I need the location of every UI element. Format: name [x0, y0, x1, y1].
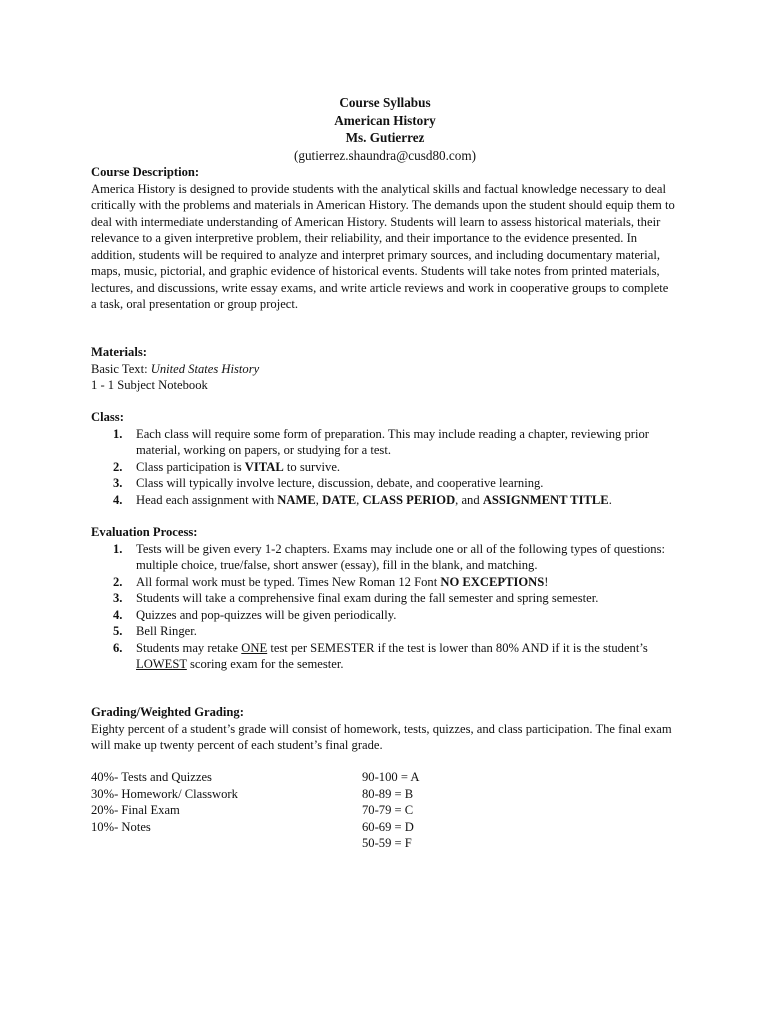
materials-heading: Materials: — [91, 345, 147, 359]
item-emphasis: NO EXCEPTIONS — [440, 574, 545, 589]
item-text: Head each assignment with — [136, 492, 278, 507]
item-number: 6. — [113, 640, 123, 655]
syllabus-header — [0, 94, 770, 164]
list-item — [91, 426, 676, 459]
item-number: 3. — [113, 591, 123, 605]
list-item — [91, 492, 676, 509]
list-item — [91, 590, 676, 607]
grade-row — [91, 802, 511, 819]
item-text: to survive. — [283, 459, 341, 474]
course-name: American History — [334, 112, 436, 128]
item-number: 5. — [113, 624, 123, 638]
class-heading: Class: — [91, 410, 124, 424]
item-number: 4. — [113, 492, 123, 507]
item-number: 3. — [113, 476, 123, 490]
item-text: scoring exam for the semester. — [186, 657, 344, 671]
basic-text-line — [91, 361, 676, 378]
evaluation-section — [91, 524, 676, 673]
notebook-line: 1 - 1 Subject Notebook — [91, 378, 208, 392]
item-underline: LOWEST — [136, 657, 187, 671]
scale-item: 50-59 = F — [362, 836, 412, 850]
basic-text-title: United States History — [150, 361, 260, 376]
list-item — [91, 459, 676, 476]
item-text: Tests will be given every 1-2 chapters. Exams may include one or all of the following types of questions: multiple choice, true/false, short answer (essay), fill in the blank, and matching. — [136, 541, 665, 572]
list-item — [91, 623, 676, 640]
class-list — [91, 426, 676, 509]
scale-item: 90-100 = A — [362, 770, 420, 784]
list-item — [91, 475, 676, 492]
item-number: 4. — [113, 607, 123, 622]
weight-item: 10%- Notes — [91, 819, 151, 834]
weight-item: 20%- Final Exam — [91, 803, 180, 817]
item-number: 2. — [113, 459, 123, 474]
item-text: Class participation is — [136, 459, 245, 474]
scale-item: 60-69 = D — [362, 819, 414, 834]
teacher-email: (gutierrez.shaundra@cusd80.com) — [293, 147, 477, 163]
doc-title: Course Syllabus — [339, 95, 431, 110]
item-text: Quizzes and pop-quizzes will be given periodically. — [136, 607, 397, 622]
evaluation-list — [91, 541, 676, 673]
item-text: Students will take a comprehensive final exam during the fall semester and spring semester. — [136, 591, 599, 605]
class-section — [91, 409, 676, 508]
item-text: , — [315, 492, 323, 507]
evaluation-heading: Evaluation Process: — [91, 525, 198, 539]
basic-text-label: Basic Text: — [91, 361, 151, 376]
item-number: 1. — [113, 541, 123, 556]
item-text: test per SEMESTER if the test is lower than 80% AND if it is the student’s — [267, 640, 648, 655]
weight-item: 30%- Homework/ Classwork — [91, 786, 238, 801]
item-emphasis: ASSIGNMENT TITLE — [482, 492, 609, 507]
item-text: Class will typically involve lecture, discussion, debate, and cooperative learning. — [136, 476, 544, 490]
item-emphasis: CLASS PERIOD — [362, 492, 456, 507]
item-number: 1. — [113, 426, 123, 441]
grading-section — [91, 704, 676, 754]
list-item — [91, 607, 676, 624]
grade-row — [91, 786, 511, 803]
grade-row — [91, 819, 511, 836]
materials-section — [91, 344, 676, 394]
teacher-name: Ms. Gutierrez — [345, 130, 425, 146]
list-item — [91, 541, 676, 574]
list-item — [91, 640, 676, 673]
item-emphasis: DATE — [322, 492, 357, 507]
course-description-text: America History is designed to provide students with the analytical skills and factual knowledge necessary to deal critically with the problems and materials in American History. The demands upon the student should equip them to deal with intermediate understanding of American History. Students will learn to assess historical materials, their relevance to a given interpretive problem, their reliability, and their importance to the evidence presented. In addition, students will be required to analyze and interpret primary sources, and including documentary material, maps, music, pictorial, and graphic evidence of historical events. Students will take notes from printed materials, lectures, and discussions, write essay exams, and write article reviews and work in cooperative groups to complete a task, oral presentation or group project. — [91, 181, 675, 311]
course-description-section — [91, 164, 676, 313]
weight-item: 40%- Tests and Quizzes — [91, 770, 212, 784]
list-item — [91, 574, 676, 591]
item-text: All formal work must be typed. Times New Roman 12 Font — [136, 574, 441, 589]
item-text: Students may retake — [136, 640, 242, 655]
scale-item: 70-79 = C — [362, 803, 414, 817]
item-emphasis: NAME — [277, 492, 316, 507]
grading-table — [91, 769, 511, 852]
grading-heading: Grading/Weighted Grading: — [91, 705, 244, 719]
course-description-heading: Course Description: — [91, 165, 200, 179]
grade-row — [91, 835, 511, 852]
item-text: Each class will require some form of preparation. This may include reading a chapter, reviewing prior material, working on papers, or studying for a test. — [136, 426, 649, 457]
scale-item: 80-89 = B — [362, 786, 414, 801]
grading-text: Eighty percent of a student’s grade will consist of homework, tests, quizzes, and class participation. The final exam will make up twenty percent of each student’s final grade. — [91, 721, 672, 752]
item-text: Bell Ringer. — [136, 624, 197, 638]
item-text: ! — [544, 574, 549, 589]
item-text: , and — [455, 492, 483, 507]
item-emphasis: VITAL — [244, 459, 284, 474]
grade-row — [91, 769, 511, 786]
item-text: . — [608, 492, 612, 507]
item-text: , — [356, 492, 363, 507]
item-number: 2. — [113, 574, 123, 589]
item-underline: ONE — [241, 640, 268, 655]
